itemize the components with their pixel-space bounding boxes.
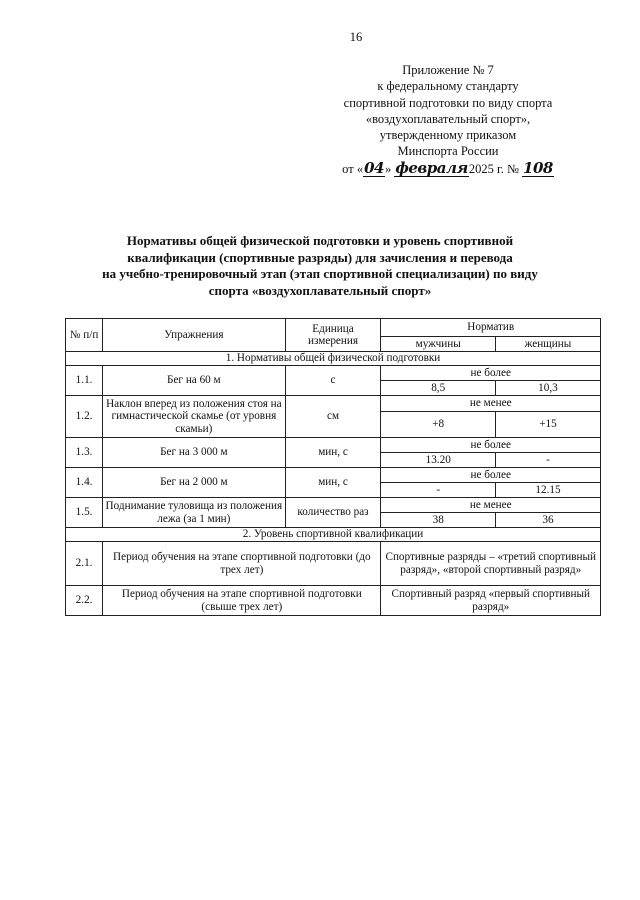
row-qualification: Спортивные разряды – «третий спортивный разряд», «второй спортивный разряд» xyxy=(381,542,601,586)
row-num: 1.5. xyxy=(66,498,103,528)
table-row xyxy=(66,468,601,483)
table-header-row xyxy=(66,319,601,337)
handwritten-day: 04 xyxy=(364,158,384,177)
title-line: Нормативы общей физической подготовки и уровень спортивной xyxy=(126,233,514,248)
row-exercise: Бег на 3 000 м xyxy=(103,438,285,468)
row-women-value: 36 xyxy=(495,513,600,528)
row-women-value: 10,3 xyxy=(495,381,600,396)
row-unit: мин, с xyxy=(285,438,381,468)
title-line: на учебно-тренировочный этап (этап спортивной специализации) по виду xyxy=(102,266,538,281)
table-row xyxy=(66,498,601,513)
row-qualification: Спортивный разряд «первый спортивный разряд» xyxy=(381,586,601,616)
section1-title: 1. Нормативы общей физической подготовки xyxy=(66,352,601,366)
row-exercise: Бег на 60 м xyxy=(103,366,285,396)
section-row xyxy=(66,528,601,542)
row-num: 1.1. xyxy=(66,366,103,396)
row-criterion: не более xyxy=(381,438,601,453)
row-unit: см xyxy=(285,396,381,438)
row-women-value: - xyxy=(495,453,600,468)
appendix-block xyxy=(298,62,598,177)
row-period: Период обучения на этапе спортивной подготовки (свыше трех лет) xyxy=(103,586,381,616)
row-unit: мин, с xyxy=(285,468,381,498)
row-num: 2.1. xyxy=(66,542,103,586)
row-num: 1.3. xyxy=(66,438,103,468)
row-men-value: - xyxy=(381,483,495,498)
row-num: 1.2. xyxy=(66,396,103,438)
section-row xyxy=(66,352,601,366)
row-exercise: Поднимание туловища из положения лежа (за 1 мин) xyxy=(103,498,285,528)
appendix-line: Минспорта России xyxy=(397,144,499,159)
appendix-line: к федеральному стандарту xyxy=(377,79,519,94)
handwritten-order-number: 108 xyxy=(523,158,553,177)
table-row xyxy=(66,542,601,586)
row-men-value: 8,5 xyxy=(381,381,495,396)
row-criterion: не менее xyxy=(381,498,601,513)
norms-table xyxy=(65,318,601,616)
row-men-value: +8 xyxy=(381,412,495,438)
header-exercise: Упражнения xyxy=(103,319,285,352)
date-year: 2025 г. № xyxy=(468,161,519,176)
row-exercise: Бег на 2 000 м xyxy=(103,468,285,498)
header-men: мужчины xyxy=(381,337,495,352)
date-prefix: от « xyxy=(342,161,364,176)
row-period: Период обучения на этапе спортивной подготовки (до трех лет) xyxy=(103,542,381,586)
page-number: 16 xyxy=(349,30,363,44)
handwritten-month: февраля xyxy=(395,158,468,177)
row-women-value: 12.15 xyxy=(495,483,600,498)
row-men-value: 38 xyxy=(381,513,495,528)
row-unit: количество раз xyxy=(285,498,381,528)
date-mid: » xyxy=(384,161,392,176)
header-women: женщины xyxy=(495,337,600,352)
row-men-value: 13.20 xyxy=(381,453,495,468)
row-unit: с xyxy=(285,366,381,396)
appendix-line: спортивной подготовки по виду спорта xyxy=(343,95,553,110)
order-date-line xyxy=(298,160,598,177)
row-criterion: не более xyxy=(381,468,601,483)
row-num: 1.4. xyxy=(66,468,103,498)
header-unit: Единица измерения xyxy=(285,319,381,352)
table-row xyxy=(66,366,601,381)
row-num: 2.2. xyxy=(66,586,103,616)
section2-title: 2. Уровень спортивной квалификации xyxy=(66,528,601,542)
header-num: № п/п xyxy=(66,319,103,352)
title-line: квалификации (спортивные разряды) для зачисления и перевода xyxy=(127,249,513,265)
row-women-value: +15 xyxy=(495,412,600,438)
appendix-line: Приложение № 7 xyxy=(402,63,494,77)
header-norm: Норматив xyxy=(381,319,601,337)
table-row xyxy=(66,438,601,453)
appendix-line: «воздухоплавательный спорт», xyxy=(365,111,531,126)
table-row xyxy=(66,396,601,412)
row-exercise: Наклон вперед из положения стоя на гимнастической скамье (от уровня скамьи) xyxy=(103,396,285,438)
row-criterion: не более xyxy=(381,366,601,381)
table-row xyxy=(66,586,601,616)
title-line: спорта «воздухоплавательный спорт» xyxy=(208,282,432,298)
row-criterion: не менее xyxy=(381,396,601,412)
appendix-line: утвержденному приказом xyxy=(379,128,517,143)
document-title xyxy=(40,233,600,299)
